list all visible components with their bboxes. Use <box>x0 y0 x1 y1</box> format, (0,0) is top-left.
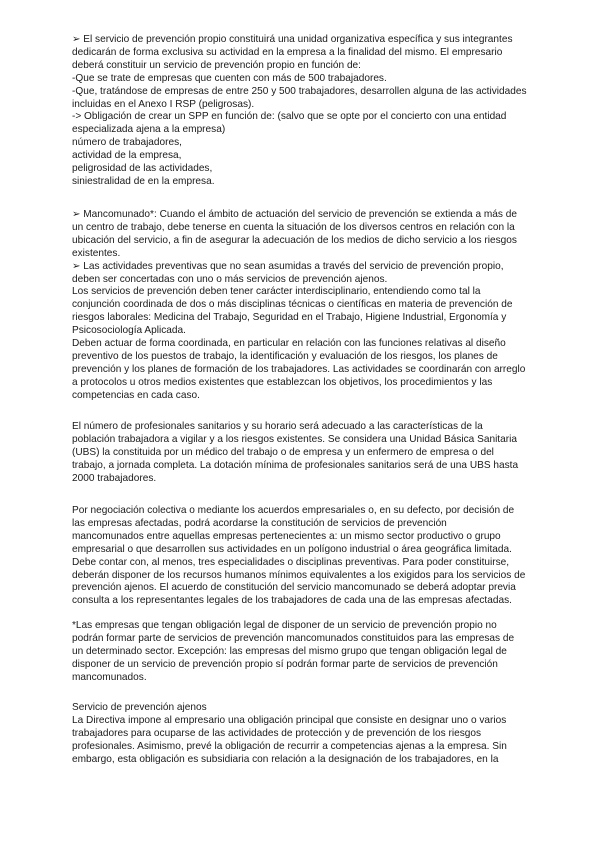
text-line: especializada ajena a la empresa) <box>72 124 226 136</box>
text-line: competencias en cada caso. <box>72 389 200 401</box>
text-line: peligrosidad de las actividades, <box>72 163 213 175</box>
text-line: deberá constituir un servicio de prevención propio en función de: <box>72 59 361 71</box>
text-line: (UBS) la constituida por un médico del trabajo o de empresa y un enfermero de empresa o del <box>72 446 494 458</box>
text-line: El número de profesionales sanitarios y su horario será adecuado a las características de la <box>72 421 483 432</box>
text-line: Debe contar con, al menos, tres especialidades o disciplinas preventivas. Para poder constituirse, <box>72 556 510 568</box>
text-line: Por negociación colectiva o mediante los acuerdos empresariales o, en su defecto, por decisión de <box>72 505 515 516</box>
text-line: -Que se trate de empresas que cuenten con más de 500 trabajadores. <box>72 72 387 84</box>
paragraph-negociacion-colectiva <box>72 505 542 608</box>
text-line: podrán formar parte de servicios de prevención mancomunados constituidos para las empresas de <box>72 632 515 644</box>
text-line: profesionales. Asimismo, prevé la obligación de recurrir a competencias ajenas a la empresa. Sin <box>72 740 507 752</box>
text-line: consulta a los representantes legales de los trabajadores de cada una de las empresas afectadas. <box>72 595 512 607</box>
text-line: 2000 trabajadores. <box>72 472 157 484</box>
text-line: ubicación del servicio, a fin de asegurar la adecuación de los medios de dicho servicio a los riesgos <box>72 234 517 246</box>
text-line: un centro de trabajo, debe tenerse en cuenta la situación de los diversos centros en relación con la <box>72 221 515 233</box>
text-line: deben ser concertadas con uno o más servicios de prevención ajenos. <box>72 273 388 285</box>
text-line: a protocolos u otros medios existentes que establezcan los objetivos, los procedimientos y las <box>72 376 493 388</box>
paragraph-servicio-ajenos <box>72 702 542 767</box>
text-line: existentes. <box>72 247 121 259</box>
text-line: embargo, esta obligación es subsidiaria con relación a la designación de los trabajadores, en la <box>72 753 499 765</box>
text-line: ➢ Mancomunado*: Cuando el ámbito de actuación del servicio de prevención se extienda a más de <box>72 209 517 220</box>
paragraph-servicio-propio <box>72 34 542 189</box>
text-line: prevención ajenos. El acuerdo de constitución del servicio mancomunado se deberá adoptar previa <box>72 582 516 594</box>
text-line: -> Obligación de crear un SPP en función de: (salvo que se opte por el concierto con una entidad <box>72 111 507 123</box>
text-line: siniestralidad de en la empresa. <box>72 175 215 187</box>
text-line: empresarial o que desarrollen sus actividades en un polígono industrial o área geográfica limitada. <box>72 543 512 555</box>
text-line: mancomunados. <box>72 671 147 683</box>
text-line: Psicosociología Aplicada. <box>72 325 186 337</box>
text-line: -Que, tratándose de empresas de entre 250 y 500 trabajadores, desarrollen alguna de las actividades <box>72 85 527 97</box>
text-line: mancomunados entre aquellas empresas pertenecientes a: un mismo sector productivo o grupo <box>72 530 501 542</box>
text-line: ➢ El servicio de prevención propio constituirá una unidad organizativa específica y sus integrantes <box>72 34 513 45</box>
text-line: *Las empresas que tengan obligación legal de disponer de un servicio de prevención propio no <box>72 620 497 631</box>
text-line: La Directiva impone al empresario una obligación principal que consiste en designar uno o varios <box>72 714 507 726</box>
text-line: las empresas afectadas, podrá acordarse la constitución de servicios de prevención <box>72 517 447 529</box>
text-line: población trabajadora a vigilar y a los riesgos existentes. Se considera una Unidad Básica Sanitaria <box>72 433 517 445</box>
text-line: riesgos laborales: Medicina del Trabajo, Seguridad en el Trabajo, Higiene Industrial, Ergonomía y <box>72 312 507 324</box>
paragraph-profesionales-sanitarios <box>72 421 542 486</box>
text-line: preventivo de los puestos de trabajo, la identificación y evaluación de los riesgos, los planes de <box>72 350 498 362</box>
text-line: actividad de la empresa, <box>72 150 182 162</box>
text-line: dedicarán de forma exclusiva su actividad en la empresa a la finalidad del mismo. El empresario <box>72 46 503 58</box>
text-line: Servicio de prevención ajenos <box>72 702 207 713</box>
paragraph-mancomunado <box>72 209 542 403</box>
text-line: trabajo, a jornada completa. La dotación mínima de profesionales sanitarios será de una UBS hasta <box>72 459 519 471</box>
text-line: conjunción coordinada de dos o más disciplinas técnicas o científicas en materia de prevención de <box>72 299 513 311</box>
text-line: prevención y los planes de formación de los trabajadores. Las actividades se coordinarán con arreglo <box>72 363 526 375</box>
text-line: disponer de un servicio de prevención propio sí podrán formar parte de servicios de prevención <box>72 658 498 670</box>
text-line: un determinado sector. Excepción: las empresas del mismo grupo que tengan obligación legal de <box>72 645 507 657</box>
text-line: incluidas en el Anexo I RSP (peligrosas). <box>72 98 255 110</box>
text-line: deberán disponer de los recursos humanos mínimos equivalentes a los exigidos para los servicios de <box>72 569 526 581</box>
text-line: trabajadores para ocuparse de las actividades de protección y de prevención de los riesgos <box>72 727 482 739</box>
text-line: Deben actuar de forma coordinada, en particular en relación con las funciones relativas al diseño <box>72 338 506 350</box>
text-line: ➢ Las actividades preventivas que no sean asumidas a través del servicio de prevención propio, <box>72 260 504 272</box>
text-line: número de trabajadores, <box>72 137 182 149</box>
text-line: Los servicios de prevención deben tener carácter interdisciplinario, entendiendo como tal la <box>72 286 481 298</box>
paragraph-nota-mancomunados <box>72 620 542 685</box>
